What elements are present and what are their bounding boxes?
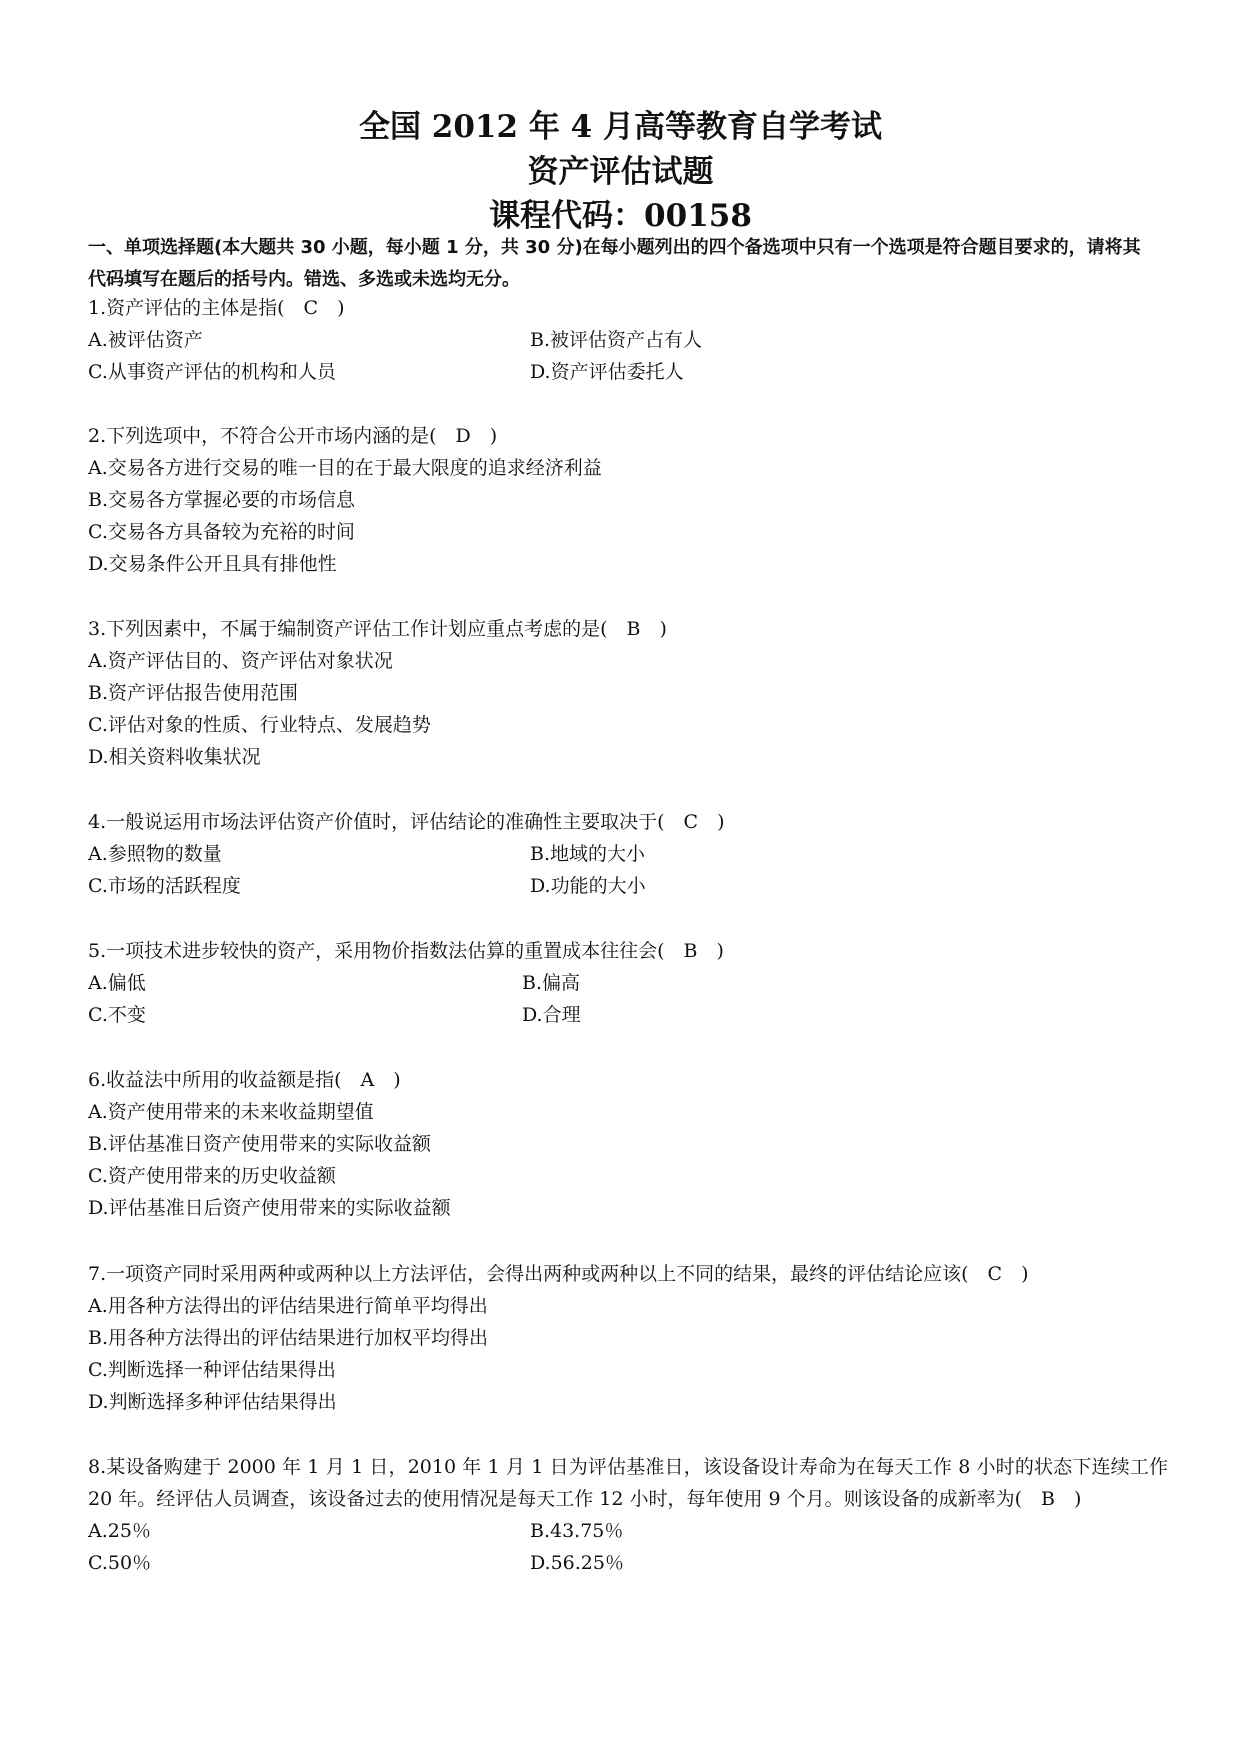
option-a: A.资产使用带来的未来收益期望值 <box>88 1101 374 1123</box>
question-7 <box>88 1258 1168 1418</box>
question-stem: 1.资产评估的主体是指( C ) <box>88 297 345 319</box>
option-a: A.交易各方进行交易的唯一目的在于最大限度的追求经济利益 <box>88 457 602 479</box>
option-d: D.判断选择多种评估结果得出 <box>88 1391 337 1413</box>
question-3 <box>88 613 1168 773</box>
option-b: B.被评估资产占有人 <box>530 329 703 351</box>
option-c: C.评估对象的性质、行业特点、发展趋势 <box>88 714 431 736</box>
option-c: C.不变 <box>88 1004 146 1026</box>
option-b: B.地域的大小 <box>530 843 646 865</box>
option-c: C.50％ <box>88 1552 152 1574</box>
question-2 <box>88 420 1168 580</box>
option-d: D.相关资料收集状况 <box>88 746 261 768</box>
option-a: A.用各种方法得出的评估结果进行简单平均得出 <box>88 1295 488 1317</box>
question-5 <box>88 935 1168 1031</box>
subject-title: 资产评估试题 <box>527 154 714 190</box>
option-d: D.资产评估委托人 <box>530 361 684 383</box>
option-b: B.评估基准日资产使用带来的实际收益额 <box>88 1133 432 1155</box>
option-d: D.交易条件公开且具有排他性 <box>88 553 337 575</box>
option-d: D.合理 <box>522 1004 581 1026</box>
option-c: C.交易各方具备较为充裕的时间 <box>88 521 355 543</box>
option-c: C.从事资产评估的机构和人员 <box>88 361 336 383</box>
question-4 <box>88 806 1168 902</box>
question-8 <box>88 1451 1168 1579</box>
question-1 <box>88 292 1168 388</box>
option-b: B.交易各方掌握必要的市场信息 <box>88 489 356 511</box>
option-a: A.参照物的数量 <box>88 843 222 865</box>
option-a: A.偏低 <box>88 972 146 994</box>
course-code: 课程代码：00158 <box>489 198 752 234</box>
option-a: A.资产评估目的、资产评估对象状况 <box>88 650 393 672</box>
question-stem: 8.某设备购建于 2000 年 1 月 1 日，2010 年 1 月 1 日为评估基准日，该设备设计寿命为在每天工作 8 小时的状态下连续工作 20 年。经评估人员调查，该设备过去的使用情况是每天工作 12 小时，每年使用 9 个月。则该设备的成新率为( B ) <box>88 1456 1168 1510</box>
option-b: B.偏高 <box>522 972 581 994</box>
option-c: C.市场的活跃程度 <box>88 875 241 897</box>
option-b: B.43.75％ <box>530 1520 624 1542</box>
option-d: D.评估基准日后资产使用带来的实际收益额 <box>88 1197 451 1219</box>
question-stem: 4.一般说运用市场法评估资产价值时，评估结论的准确性主要取决于( C ) <box>88 811 725 833</box>
option-c: C.判断选择一种评估结果得出 <box>88 1359 336 1381</box>
question-stem: 3.下列因素中，不属于编制资产评估工作计划应重点考虑的是( B ) <box>88 618 667 640</box>
question-stem: 2.下列选项中，不符合公开市场内涵的是( D ) <box>88 425 498 447</box>
question-stem: 6.收益法中所用的收益额是指( A ) <box>88 1069 401 1091</box>
question-6 <box>88 1064 1168 1224</box>
question-stem: 7.一项资产同时采用两种或两种以上方法评估，会得出两种或两种以上不同的结果，最终的评估结论应该( C ) <box>88 1263 1029 1285</box>
option-a: A.25％ <box>88 1520 151 1542</box>
option-a: A.被评估资产 <box>88 329 203 351</box>
exam-title: 全国 2012 年 4 月高等教育自学考试 <box>358 109 883 145</box>
option-d: D.56.25％ <box>530 1552 624 1574</box>
question-stem: 5.一项技术进步较快的资产，采用物价指数法估算的重置成本往往会( B ) <box>88 940 724 962</box>
section-instructions: 一、单项选择题(本大题共 30 小题，每小题 1 分，共 30 分)在每小题列出的四个备选项中只有一个选项是符合题目要求的，请将其代码填写在题后的括号内。错选、多选或未选均无分。 <box>88 237 1141 290</box>
option-d: D.功能的大小 <box>530 875 646 897</box>
option-b: B.用各种方法得出的评估结果进行加权平均得出 <box>88 1327 489 1349</box>
option-b: B.资产评估报告使用范围 <box>88 682 299 704</box>
option-c: C.资产使用带来的历史收益额 <box>88 1165 336 1187</box>
